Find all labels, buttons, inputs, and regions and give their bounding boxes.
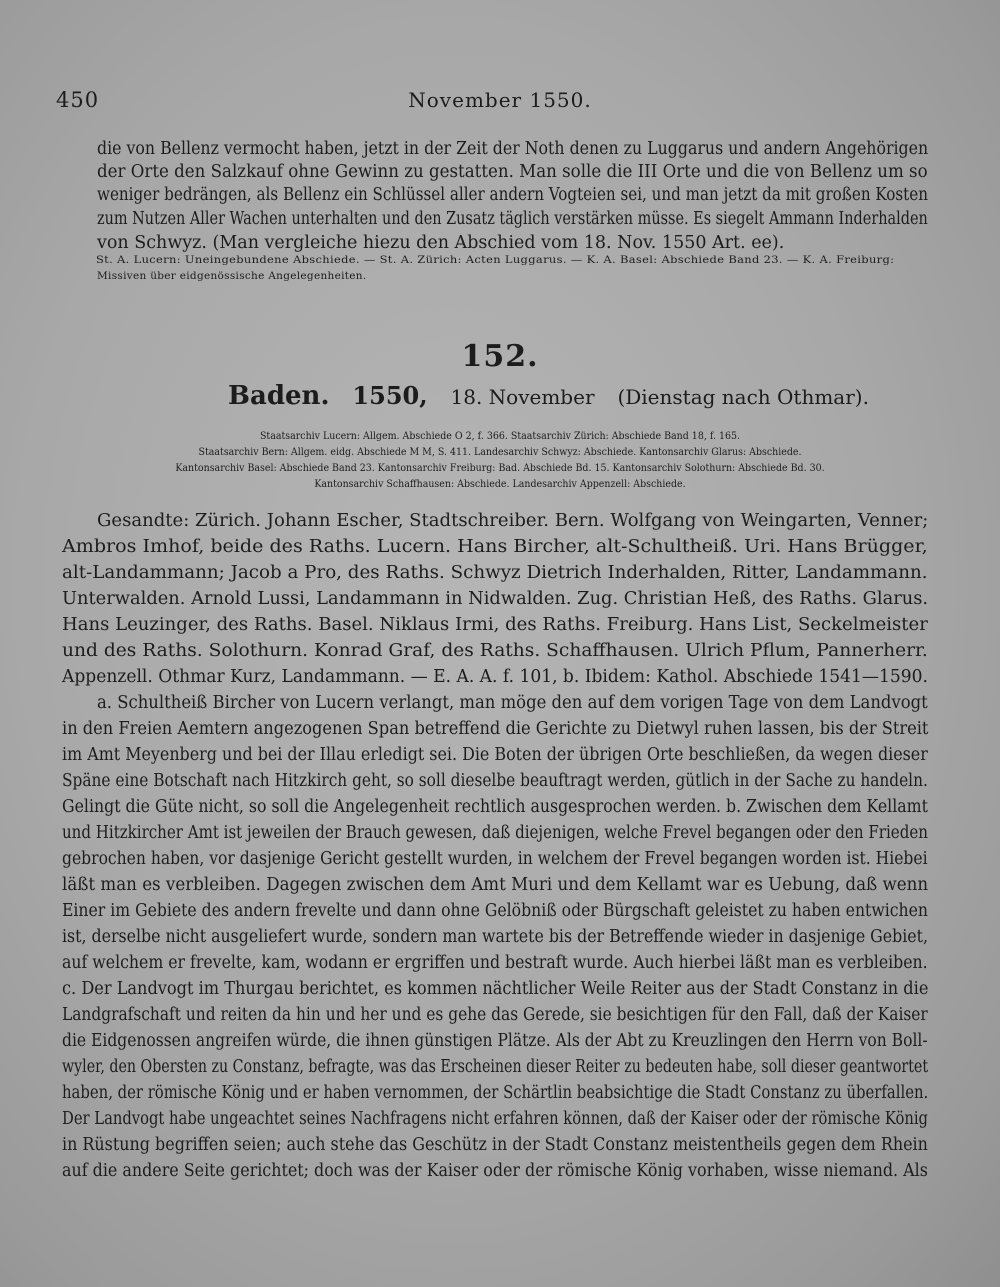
text-line: Gesandte: Zürich. Johann Escher, Stadtschreiber. Bern. Wolfgang von Weingarten, Venner; — [97, 511, 929, 531]
text-line: weniger bedrängen, als Bellenz ein Schlüssel aller andern Vogteien sei, und man jetzt da mit großen Kosten — [97, 185, 928, 205]
text-line: a. Schultheiß Bircher von Lucern verlangt, man möge den auf dem vorigen Tage von dem Landvogt — [97, 693, 928, 713]
text-line: in den Freien Aemtern angezogenen Span betreffend die Gerichte zu Dietwyl ruhen lassen, bis der Streit — [62, 719, 929, 739]
text-line: Appenzell. Othmar Kurz, Landammann. — E. A. A. f. 101, b. Ibidem: Kathol. Abschiede 1541—1590. — [62, 667, 928, 687]
text-line: in Rüstung begriffen seien; auch stehe das Geschütz in der Stadt Constanz meistentheils gegen dem Rhein — [62, 1135, 928, 1155]
text-line: Unterwalden. Arnold Lussi, Landammann in Nidwalden. Zug. Christian Heß, des Raths. Glarus. — [62, 589, 929, 609]
heading-weekday: (Dienstag nach Othmar). — [617, 385, 869, 409]
heading-date: 18. November — [450, 385, 595, 409]
page-number: 450 — [56, 88, 100, 112]
text-line: Ambros Imhof, beide des Raths. Lucern. Hans Bircher, alt-Schultheiß. Uri. Hans Brügger, — [62, 537, 928, 557]
text-line: c. Der Landvogt im Thurgau berichtet, es kommen nächtlicher Weile Reiter aus der Stadt Constanz in die — [62, 979, 929, 999]
source-note-line: Missiven über eidgenössische Angelegenheiten. — [97, 270, 367, 282]
source-note-line: St. A. Lucern: Uneingebundene Abschiede. — St. A. Zürich: Acten Luggarus. — K. A. Basel: Abschiede Band 23. — K. A. Freiburg: — [95, 254, 895, 266]
archive-line: Kantonsarchiv Basel: Abschiede Band 23. Kantonsarchiv Freiburg: Bad. Abschiede Bd. 15. Kantonsarchiv Solothurn: Abschiede Bd. 30. — [175, 462, 825, 474]
archive-line: Staatsarchiv Bern: Allgem. eidg. Abschiede M M, S. 411. Landesarchiv Schwyz: Abschiede. Kantonsarchiv Glarus: Abschiede. — [198, 446, 802, 458]
document-number: 152. — [461, 339, 539, 374]
text-line: gebrochen haben, vor dasjenige Gericht gestellt wurden, in welchem der Frevel begangen worden ist. Hiebei — [62, 849, 928, 869]
text-line: auf die andere Seite gerichtet; doch was der Kaiser oder der römische König vorhaben, wisse niemand. Als — [62, 1161, 928, 1181]
text-line: alt-Landammann; Jacob a Pro, des Raths. Schwyz Dietrich Inderhalden, Ritter, Landammann. — [62, 563, 928, 583]
text-line: Späne eine Botschaft nach Hitzkirch geht, so soll dieselbe beauftragt werden, gütlich in der Sache zu handeln. — [62, 771, 928, 791]
text-line: auf welchem er frevelte, kam, wodann er ergriffen und bestraft wurde. Auch hierbei läßt man es verbleiben. — [62, 953, 928, 973]
running-head: November 1550. — [408, 88, 592, 112]
text-line: wyler, den Obersten zu Constanz, befragte, was das Erscheinen dieser Reiter zu bedeuten habe, soll dieser geantwortet — [62, 1057, 929, 1077]
text-line: im Amt Meyenberg und bei der Illau erledigt sei. Die Boten der übrigen Orte beschließen, da wegen dieser — [62, 745, 928, 765]
text-line: Gelingt die Güte nicht, so soll die Angelegenheit rechtlich ausgesprochen werden. b. Zwischen dem Kellamt — [62, 797, 928, 817]
heading-year: 1550, — [352, 381, 428, 410]
text-line: von Schwyz. (Man vergleiche hiezu den Abschied vom 18. Nov. 1550 Art. ee). — [97, 233, 785, 253]
text-line: haben, der römische König und er haben vernommen, der Schärtlin beabsichtige die Stadt Constanz zu überfallen. — [62, 1083, 929, 1103]
text-line: Landgrafschaft und reiten da hin und her und es gehe das Gerede, sie besichtigen für den Fall, daß der Kaiser — [62, 1005, 928, 1025]
text-line: Einer im Gebiete des andern frevelte und dann ohne Gelöbniß oder Bürgschaft geleistet zu haben entwichen — [62, 901, 928, 921]
archive-line: Kantonsarchiv Schaffhausen: Abschiede. Landesarchiv Appenzell: Abschiede. — [314, 478, 686, 490]
text-line: ist, derselbe nicht ausgeliefert wurde, sondern man wartete bis der Betreffende wieder in dasjenige Gebiet, — [62, 927, 929, 947]
archive-line: Staatsarchiv Lucern: Allgem. Abschiede O 2, f. 366. Staatsarchiv Zürich: Abschiede Band 18, f. 165. — [259, 430, 741, 442]
text-line: läßt man es verbleiben. Dagegen zwischen dem Amt Muri und dem Kellamt war es Uebung, daß wenn — [62, 875, 929, 895]
text-line: Hans Leuzinger, des Raths. Basel. Niklaus Irmi, des Raths. Freiburg. Hans List, Seckelmeister — [62, 615, 928, 635]
text-line: und Hitzkircher Amt ist jeweilen der Brauch gewesen, daß diejenigen, welche Frevel begangen oder den Frieden — [62, 823, 928, 843]
text-line: der Orte den Salzkauf ohne Gewinn zu gestatten. Man solle die III Orte und die von Bellenz um so — [97, 162, 928, 182]
heading-place: Baden. — [228, 381, 330, 411]
text-line: die von Bellenz vermocht haben, jetzt in der Zeit der Noth denen zu Luggarus und andern Angehörigen — [97, 139, 929, 159]
document-heading — [228, 381, 869, 411]
text-line: zum Nutzen Aller Wachen unterhalten und den Zusatz täglich verstärken müsse. Es siegelt Ammann Inderhalden — [97, 209, 928, 229]
text-line: die Eidgenossen angreifen würde, die ihnen günstigen Plätze. Als der Abt zu Kreuzlingen den Herrn von Boll- — [62, 1031, 928, 1051]
text-line: und des Raths. Solothurn. Konrad Graf, des Raths. Schaffhausen. Ulrich Pflum, Pannerherr. — [62, 641, 928, 661]
text-line: Der Landvogt habe ungeachtet seines Nachfragens nicht erfahren können, daß der Kaiser oder der römische König — [62, 1109, 929, 1129]
